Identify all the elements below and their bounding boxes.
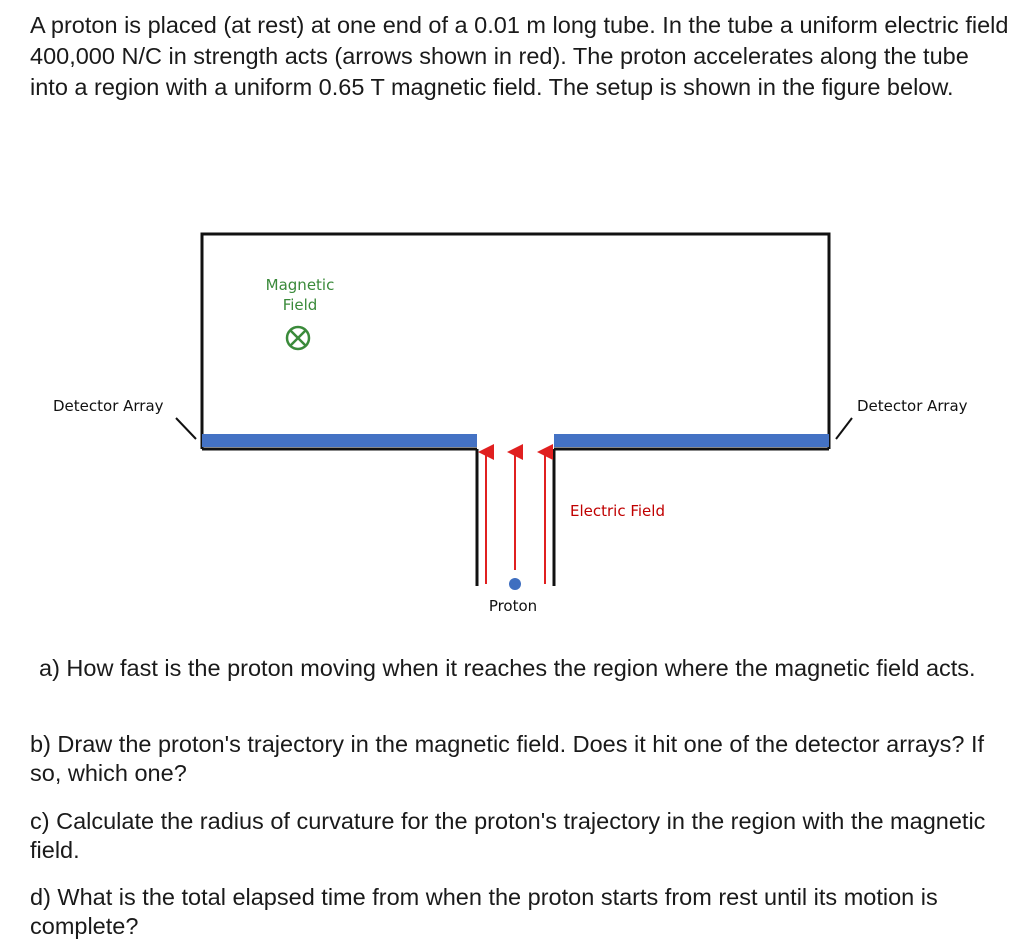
proton-label: Proton [488,597,538,615]
circle-cross-icon [287,327,309,349]
magnetic-field-label-line1: Magnetic [265,276,335,294]
detector-array-left [202,434,477,447]
problem-statement: A proton is placed (at rest) at one end of a 0.01 m long tube. In the tube a uniform electric field 400,000 N/C in strength acts (arrows shown in red). The proton accelerates along the tube into a region with a uniform 0.65 T magnetic field. The setup is shown in the figure below. [30,12,1009,100]
detector-left-pointer [176,418,196,439]
question-a [30,654,1005,683]
detector-right-label: Detector Array [857,397,968,415]
question-d: d) What is the total elapsed time from when the proton starts from rest until its motion is complete? [30,884,938,939]
question-a-text: a) How fast is the proton moving when it reaches the region where the magnetic field acts. [39,655,976,681]
proton-dot [509,578,521,590]
question-b: b) Draw the proton's trajectory in the magnetic field. Does it hit one of the detector arrays? If so, which one? [30,731,985,786]
magnetic-field-label-line2: Field [282,296,318,314]
detector-array-right [554,434,829,447]
detector-left-label: Detector Array [53,397,164,415]
detector-right-pointer [836,418,852,439]
question-c: c) Calculate the radius of curvature for the proton's trajectory in the region with the magnetic field. [30,808,986,863]
electric-field-label: Electric Field [570,502,665,520]
